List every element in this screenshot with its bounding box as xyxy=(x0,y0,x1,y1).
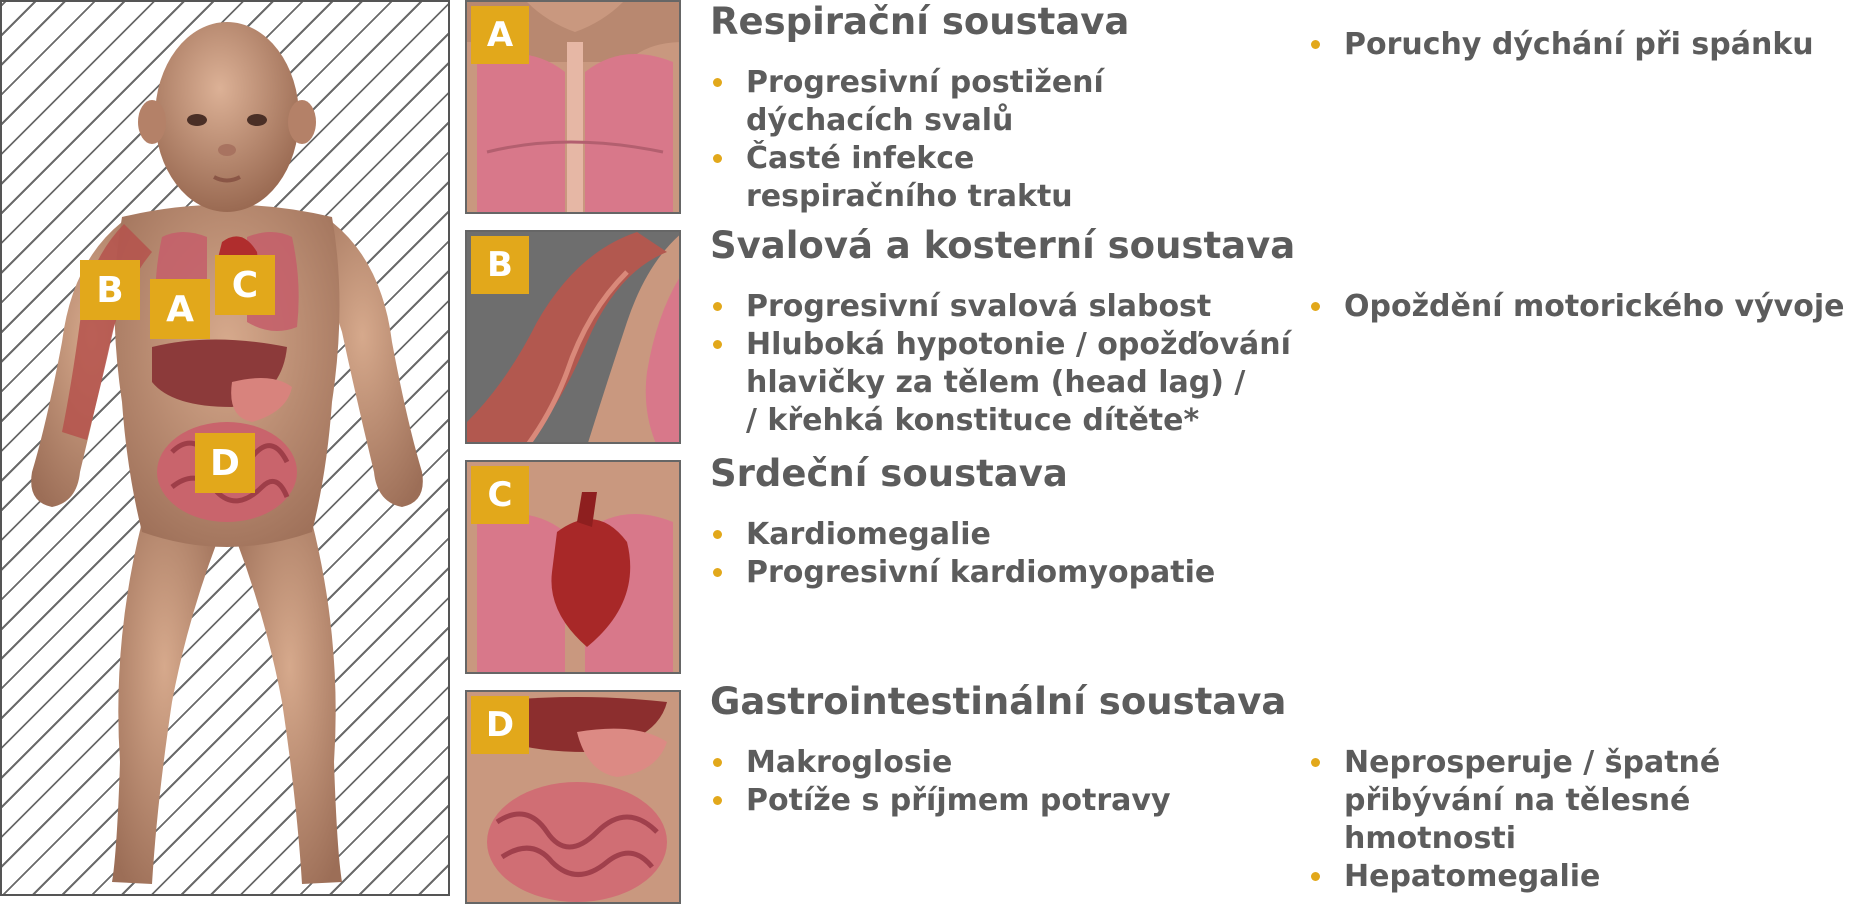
tag-c: C xyxy=(471,466,529,524)
musculoskeletal-left-list xyxy=(710,288,1291,440)
musculoskeletal-image xyxy=(465,230,681,444)
list-item: Poruchy dýchání při spánku xyxy=(1308,26,1814,64)
body-tag-c: C xyxy=(215,255,275,315)
cardiac-left-list xyxy=(710,516,1215,592)
body-tag-a: A xyxy=(150,279,210,339)
list-item: Progresivní kardiomyopatie xyxy=(710,554,1215,592)
gastrointestinal-left-list xyxy=(710,744,1171,820)
list-item: Neprosperuje / špatné přibývání na tělesné hmotnosti xyxy=(1308,744,1860,858)
tag-a: A xyxy=(471,6,529,64)
section-title-musculoskeletal: Svalová a kosterní soustava xyxy=(710,224,1296,267)
body-figure-panel xyxy=(0,0,450,896)
respiratory-right-list xyxy=(1308,26,1814,64)
section-title-respiratory: Respirační soustava xyxy=(710,0,1130,43)
gastrointestinal-image xyxy=(465,690,681,904)
list-item: Makroglosie xyxy=(710,744,1171,782)
list-item: Progresivní postižení dýchacích svalů xyxy=(710,64,1104,140)
list-item: Hepatomegalie xyxy=(1308,858,1860,896)
list-item: Opoždění motorického vývoje xyxy=(1308,288,1844,326)
respiratory-left-list xyxy=(710,64,1104,216)
list-item: Hluboká hypotonie / opožďování hlavičky za tělem (head lag) / / křehká konstituce dítěte* xyxy=(710,326,1291,440)
tag-b: B xyxy=(471,236,529,294)
section-title-cardiac: Srdeční soustava xyxy=(710,452,1068,495)
list-item: Progresivní svalová slabost xyxy=(710,288,1291,326)
list-item: Časté infekce respiračního traktu xyxy=(710,140,1104,216)
section-title-gastrointestinal: Gastrointestinální soustava xyxy=(710,680,1287,723)
list-item: Kardiomegalie xyxy=(710,516,1215,554)
body-tag-b: B xyxy=(80,260,140,320)
respiratory-image xyxy=(465,0,681,214)
body-tag-d: D xyxy=(195,433,255,493)
gastrointestinal-right-list xyxy=(1308,744,1860,896)
musculoskeletal-right-list xyxy=(1308,288,1844,326)
cardiac-image xyxy=(465,460,681,674)
list-item: Potíže s příjmem potravy xyxy=(710,782,1171,820)
tag-d: D xyxy=(471,696,529,754)
